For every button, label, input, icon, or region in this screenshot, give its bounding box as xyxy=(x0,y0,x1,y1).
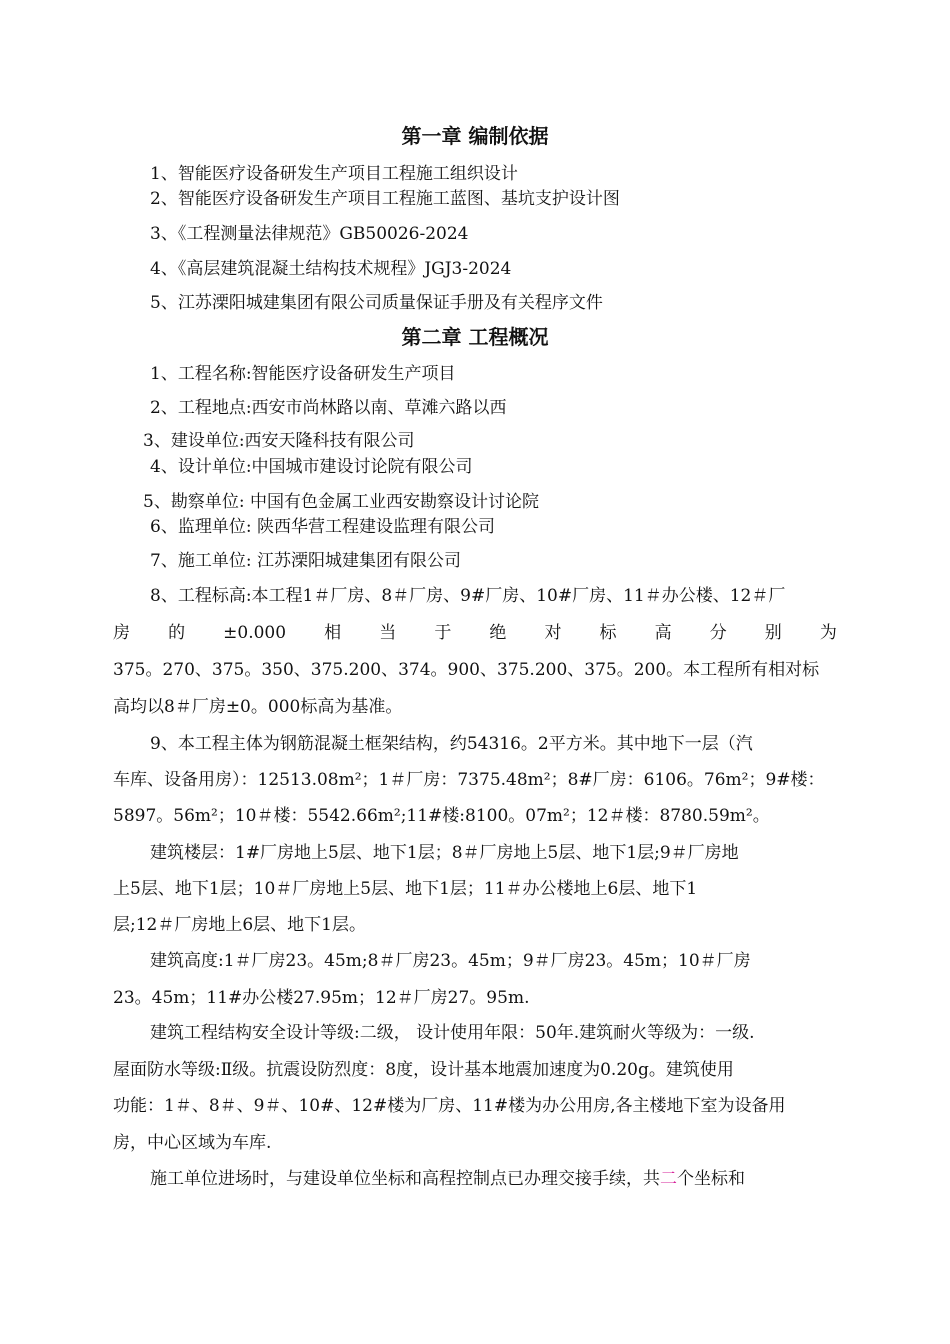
chapter1-item-5: 5、江苏溧阳城建集团有限公司质量保证手册及有关程序文件 xyxy=(150,293,603,313)
elevation-word: 于 xyxy=(434,623,452,643)
handover-text-start: 施工单位进场时，与建设单位坐标和高程控制点已办理交接手续，共 xyxy=(150,1169,660,1189)
heights-line-1: 建筑高度:1＃厂房23。45m;8＃厂房23。45m；9＃厂房23。45m；10＃厂房 xyxy=(150,951,751,971)
floors-line-1: 建筑楼层：1#厂房地上5层、地下1层；8＃厂房地上5层、地下1层;9＃厂房地 xyxy=(150,843,739,863)
elevation-word: 相 xyxy=(324,623,342,643)
elevation-line-1: 8、工程标高:本工程1＃厂房、8＃厂房、9#厂房、10#厂房、11＃办公楼、12＃厂 xyxy=(150,586,786,606)
elevation-line-3: 375。270、375。350、375.200、374。900、375.200、375。200。本工程所有相对标 xyxy=(113,660,820,680)
elevation-word: 别 xyxy=(764,623,782,643)
chapter1-title: 第一章 编制依据 xyxy=(401,124,549,148)
safety-line-1: 建筑工程结构安全设计等级:二级， 设计使用年限：50年.建筑耐火等级为：一级. xyxy=(150,1023,755,1043)
safety-line-4: 房，中心区域为车库. xyxy=(113,1133,272,1153)
elevation-line-2 xyxy=(113,621,837,645)
structure-line-3: 5897。56m²；10＃楼：5542.66m²;11#楼:8100。07m²；12＃楼：8780.59m²。 xyxy=(113,806,770,826)
chapter1-item-4: 4、《高层建筑混凝土结构技术规程》JGJ3-2024 xyxy=(150,259,512,279)
structure-line-1: 9、本工程主体为钢筋混凝土框架结构，约54316。2平方米。其中地下一层（汽 xyxy=(150,734,753,754)
project-location: 2、工程地点:西安市尚林路以南、草滩六路以西 xyxy=(150,398,507,418)
handover-line xyxy=(150,1167,745,1191)
survey-unit: 5、勘察单位: 中国有色金属工业西安勘察设计讨论院 xyxy=(143,492,539,512)
elevation-word: 标 xyxy=(599,623,617,643)
handover-text-end: 个坐标和 xyxy=(677,1169,745,1189)
chapter1-item-1: 1、智能医疗设备研发生产项目工程施工组织设计 xyxy=(150,164,518,184)
elevation-word: 高 xyxy=(654,623,672,643)
heights-line-2: 23。45m；11#办公楼27.95m；12＃厂房27。95m. xyxy=(113,988,530,1008)
floors-line-3: 层;12＃厂房地上6层、地下1层。 xyxy=(113,915,366,935)
chapter1-item-3: 3、《工程测量法律规范》GB50026-2024 xyxy=(150,224,469,244)
elevation-word: 当 xyxy=(379,623,397,643)
safety-line-2: 屋面防水等级:Ⅱ级。抗震设防烈度：8度，设计基本地震加速度为0.20g。建筑使用 xyxy=(113,1060,734,1080)
elevation-word: 为 xyxy=(819,623,837,643)
chapter1-item-2: 2、智能医疗设备研发生产项目工程施工蓝图、基坑支护设计图 xyxy=(150,189,620,209)
elevation-word: 房 xyxy=(113,623,130,643)
design-unit: 4、设计单位:中国城市建设讨论院有限公司 xyxy=(150,457,473,477)
chapter2-title: 第二章 工程概况 xyxy=(401,325,549,349)
supervision-unit: 6、监理单位: 陕西华营工程建设监理有限公司 xyxy=(150,517,495,537)
elevation-line-4: 高均以8＃厂房±0。000标高为基准。 xyxy=(113,697,403,717)
elevation-word: 对 xyxy=(544,623,562,643)
elevation-word: 的 xyxy=(168,623,186,643)
structure-line-2: 车库、设备用房）：12513.08m²；1＃厂房：7375.48m²；8#厂房：6106。76m²；9#楼： xyxy=(113,770,825,790)
floors-line-2: 上5层、地下1层；10＃厂房地上5层、地下1层；11＃办公楼地上6层、地下1 xyxy=(113,879,698,899)
elevation-word: ±0.000 xyxy=(223,623,287,643)
construction-unit: 3、建设单位:西安天隆科技有限公司 xyxy=(143,431,415,451)
elevation-word: 分 xyxy=(709,623,727,643)
safety-line-3: 功能：1＃、8＃、9＃、10#、12#楼为厂房、11#楼为办公用房,各主楼地下室为设备用 xyxy=(113,1096,786,1116)
elevation-word: 绝 xyxy=(489,623,507,643)
project-name: 1、工程名称:智能医疗设备研发生产项目 xyxy=(150,364,456,384)
contractor-unit: 7、施工单位: 江苏溧阳城建集团有限公司 xyxy=(150,551,461,571)
handover-highlight: 二 xyxy=(660,1169,677,1189)
